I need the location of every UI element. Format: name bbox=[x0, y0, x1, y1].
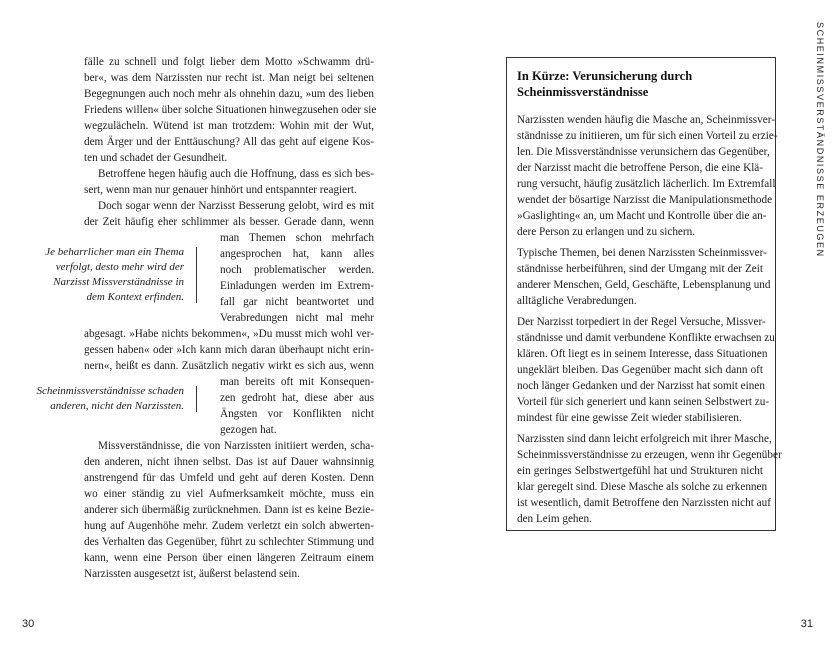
summary-line: ständnisse und damit verbundene Konflikte erwachsen zu bbox=[517, 332, 775, 344]
summary-line: ein geringes Selbstwertgefühl hat und Strukturen nicht bbox=[517, 465, 763, 477]
summary-line: ständnisse herbeiführen, sind der Umgang mit der Zeit bbox=[517, 263, 763, 275]
summary-line: Scheinmissverständnisse zu erzeugen, wenn ihr Gegenüber bbox=[517, 449, 782, 461]
body-line: kann, wenn eine Person über einen längeren Zeitraum einem bbox=[84, 552, 374, 564]
body-line: Friedens willen« über solche Situationen hinwegzusehen oder sie bbox=[84, 104, 377, 116]
body-line: Missverständnisse, die von Narzissten initiiert werden, scha- bbox=[98, 440, 374, 452]
body-line: Verabredungen nicht mal mehr bbox=[220, 312, 374, 324]
summary-line: Der Narzisst torpediert in der Regel Versuche, Missver- bbox=[517, 316, 766, 328]
summary-line: »Gaslighting« an, um Macht und Kontrolle über die an- bbox=[517, 210, 767, 222]
body-line: fall gar nicht beantwortet und bbox=[220, 296, 374, 308]
summary-box-title: Scheinmissverständnisse bbox=[517, 85, 649, 99]
summary-line: noch länger Gedanken und der Narzisst hat somit einen bbox=[517, 380, 765, 392]
body-line: Doch sogar wenn der Narzisst Besserung gelobt, wird es mit bbox=[98, 200, 374, 212]
body-line: wo einer ständig zu viel Aufmerksamkeit möchte, muss ein bbox=[84, 488, 374, 500]
margin-note-rule bbox=[196, 247, 197, 303]
body-line: noch problematischer werden. bbox=[220, 264, 374, 276]
running-head: SCHEINMISSVERSTÄNDNISSE ERZEUGEN bbox=[815, 22, 825, 258]
summary-line: dere Person zu erlangen und zu sichern. bbox=[517, 226, 696, 238]
summary-line: mindest für eine gewisse Zeit wieder stabilisieren. bbox=[517, 412, 742, 424]
page-number: 30 bbox=[22, 618, 35, 630]
summary-line: Vorteil für sich generiert und kann seinen Selbstwert zu- bbox=[517, 396, 770, 408]
body-line: hung auf Augenhöhe mehr. Zudem verletzt ein solch abwerten- bbox=[84, 520, 374, 532]
body-line: anderer sich übermäßig zurücknehmen. Dann ist es keine Bezie- bbox=[84, 504, 374, 516]
body-line: man Themen schon mehrfach bbox=[220, 232, 374, 244]
body-line: Einladungen werden im Extrem- bbox=[220, 280, 374, 292]
body-line: ten und schadet der Gesundheit. bbox=[84, 152, 228, 164]
summary-line: wendet der bösartige Narzisst die Manipulationsmethode bbox=[517, 194, 773, 206]
margin-note-line: anderen, nicht den Narzissten. bbox=[50, 400, 184, 412]
summary-line: ungeklärt bleiben. Das Gegenüber macht sich dann oft bbox=[517, 364, 763, 376]
summary-line: Narzissten sind dann leicht erfolgreich mit ihrer Masche, bbox=[517, 433, 772, 445]
body-line: nern«, heißt es dann. Zusätzlich negativ wirkt es sich aus, wenn bbox=[84, 360, 374, 372]
summary-line: ständnisse zu initiieren, um für sich einen Vorteil zu erzie- bbox=[517, 130, 778, 142]
summary-box bbox=[506, 57, 782, 531]
body-line: gessen haben« oder »Ich kann mich daran überhaupt nicht erin- bbox=[84, 344, 374, 356]
body-line: des Verhalten das Gegenüber, führt zu schlechter Stimmung und bbox=[84, 536, 374, 548]
summary-line: ist wesentlich, damit Betroffene den Narzissten nicht auf bbox=[517, 497, 771, 509]
summary-line: anderer Menschen, Geld, Geschäfte, Lebensplanung und bbox=[517, 279, 771, 291]
body-line: sert, wenn man nur genauer hinhört und entspannter reagiert. bbox=[84, 184, 357, 196]
summary-line: Narzissten wenden häufig die Masche an, Scheinmissver- bbox=[517, 114, 775, 126]
body-line: wegzulächeln. Wütend ist man trotzdem: Wohin mit der Wut, bbox=[84, 120, 374, 132]
body-line: Betroffene hegen häufig auch die Hoffnung, dass es sich bes- bbox=[98, 168, 374, 180]
body-line: dem Ärger und der Enttäuschung? All das geht auf eigene Kos- bbox=[84, 136, 374, 148]
summary-line: den Leim gehen. bbox=[517, 513, 592, 525]
margin-note-line: Je beharrlicher man ein Thema bbox=[45, 246, 184, 258]
body-line: Ängsten vor Konflikten nicht bbox=[220, 408, 374, 420]
body-line: man bereits oft mit Konsequen- bbox=[220, 376, 374, 388]
summary-box-title: In Kürze: Verunsicherung durch bbox=[517, 69, 693, 83]
margin-note-rule bbox=[196, 386, 197, 412]
summary-line: klären. Oft liegt es in seinem Interesse, dass Situationen bbox=[517, 348, 768, 360]
body-line: gezogen hat. bbox=[220, 424, 277, 436]
margin-note-line: verfolgt, desto mehr wird der bbox=[55, 261, 184, 273]
body-line: angesprochen hat, kann alles bbox=[220, 248, 374, 260]
summary-line: len. Die Missverständnisse verunsichern das Gegenüber, bbox=[517, 146, 770, 158]
right-page bbox=[417, 0, 833, 648]
body-line: anstrengend für das Umfeld und geht auf deren Kosten. Denn bbox=[84, 472, 374, 484]
body-line: der Zeit häufig eher schlimmer als besser. Gerade dann, wenn bbox=[84, 216, 374, 228]
body-line: den anderen, nicht ihnen selbst. Das ist auf Dauer wahnsinnig bbox=[84, 456, 374, 468]
summary-line: klar geregelt sind. Diese Masche als solche zu erkennen bbox=[517, 481, 768, 493]
body-line: Narzissten ausgesetzt ist, äußerst belastend sein. bbox=[84, 568, 300, 580]
body-line: Begegnungen auch noch mehr als ohnehin dazu, »um des lieben bbox=[84, 88, 374, 100]
left-page bbox=[0, 0, 416, 648]
margin-note-line: Scheinmissverständnisse schaden bbox=[36, 385, 184, 397]
page-number: 31 bbox=[800, 618, 813, 630]
margin-note-line: dem Kontext erfinden. bbox=[86, 291, 184, 303]
summary-line: der Narzisst macht die betroffene Person, die eine Klä- bbox=[517, 162, 763, 174]
summary-line: rung versucht, häufig zusätzlich lächerlich. Im Extremfall bbox=[517, 178, 776, 190]
summary-line: alltägliche Verabredungen. bbox=[517, 295, 637, 307]
summary-line: Typische Themen, bei denen Narzissten Scheinmissver- bbox=[517, 247, 767, 259]
body-line: ber«, was dem Narzissten nur recht ist. Man neigt bei seltenen bbox=[84, 72, 374, 84]
margin-note-line: Narzisst Missverständnisse in bbox=[53, 276, 184, 288]
body-line: abgesagt. »Habe nichts bekommen«, »Du musst mich wohl ver- bbox=[84, 328, 374, 340]
body-line: zen gedroht hat, diese aber aus bbox=[220, 392, 374, 404]
body-line: fälle zu schnell und folgt lieber dem Motto »Schwamm drü- bbox=[84, 56, 374, 68]
